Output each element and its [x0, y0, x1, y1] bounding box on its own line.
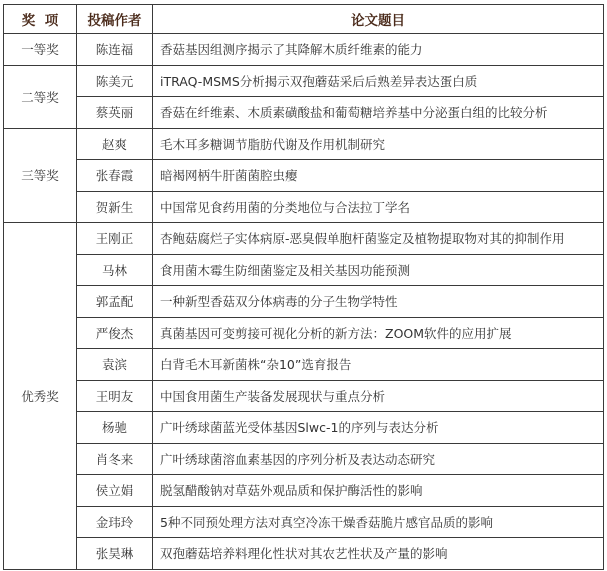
table-row — [4, 412, 604, 444]
award-cell: 优秀奖 — [4, 223, 77, 570]
table-row — [4, 128, 604, 160]
table-row — [4, 538, 604, 570]
author-cell: 马林 — [77, 254, 153, 286]
table-row — [4, 349, 604, 381]
table-row — [4, 506, 604, 538]
paper-title-cell: 白背毛木耳新菌株“杂10”选育报告 — [153, 349, 604, 381]
table-row — [4, 191, 604, 223]
header-author: 投稿作者 — [77, 5, 153, 34]
author-cell: 张昊琳 — [77, 538, 153, 570]
award-cell: 三等奖 — [4, 128, 77, 223]
paper-title-cell: 5种不同预处理方法对真空冷冻干燥香菇脆片感官品质的影响 — [153, 506, 604, 538]
paper-title-cell: 杏鲍菇腐烂子实体病原-恶臭假单胞杆菌鉴定及植物提取物对其的抑制作用 — [153, 223, 604, 255]
table-row — [4, 223, 604, 255]
paper-title-cell: 暗褐网柄牛肝菌菌腔虫瘿 — [153, 160, 604, 192]
table-row — [4, 443, 604, 475]
header-award: 奖 项 — [4, 5, 77, 34]
author-cell: 王刚正 — [77, 223, 153, 255]
paper-title-cell: 双孢蘑菇培养料理化性状对其农艺性状及产量的影响 — [153, 538, 604, 570]
paper-title-cell: 食用菌木霉生防细菌鉴定及相关基因功能预测 — [153, 254, 604, 286]
author-cell: 张春霞 — [77, 160, 153, 192]
table-row — [4, 254, 604, 286]
author-cell: 王明友 — [77, 380, 153, 412]
paper-title-cell: iTRAQ-MSMS分析揭示双孢蘑菇采后后熟差异表达蛋白质 — [153, 65, 604, 97]
author-cell: 赵爽 — [77, 128, 153, 160]
table-row — [4, 317, 604, 349]
table-row — [4, 286, 604, 318]
paper-title-cell: 真菌基因可变剪接可视化分析的新方法：ZOOM软件的应用扩展 — [153, 317, 604, 349]
table-row — [4, 475, 604, 507]
table-row — [4, 34, 604, 66]
paper-title-cell: 香菇在纤维素、木质素磺酸盐和葡萄糖培养基中分泌蛋白组的比较分析 — [153, 97, 604, 129]
paper-title-cell: 广叶绣球菌蓝光受体基因Slwc-1的序列与表达分析 — [153, 412, 604, 444]
table-row — [4, 380, 604, 412]
author-cell: 郭孟配 — [77, 286, 153, 318]
author-cell: 严俊杰 — [77, 317, 153, 349]
author-cell: 陈连福 — [77, 34, 153, 66]
paper-title-cell: 中国食用菌生产装备发展现状与重点分析 — [153, 380, 604, 412]
author-cell: 陈美元 — [77, 65, 153, 97]
paper-title-cell: 香菇基因组测序揭示了其降解木质纤维素的能力 — [153, 34, 604, 66]
table-row — [4, 65, 604, 97]
author-cell: 袁滨 — [77, 349, 153, 381]
paper-title-cell: 脱氢醋酸钠对草菇外观品质和保护酶活性的影响 — [153, 475, 604, 507]
award-cell: 一等奖 — [4, 34, 77, 66]
paper-title-cell: 一种新型香菇双分体病毒的分子生物学特性 — [153, 286, 604, 318]
author-cell: 蔡英丽 — [77, 97, 153, 129]
paper-title-cell: 毛木耳多糖调节脂肪代谢及作用机制研究 — [153, 128, 604, 160]
award-cell: 二等奖 — [4, 65, 77, 128]
paper-title-cell: 中国常见食药用菌的分类地位与合法拉丁学名 — [153, 191, 604, 223]
author-cell: 肖冬来 — [77, 443, 153, 475]
table-header-row — [4, 5, 604, 34]
table-row — [4, 160, 604, 192]
table-row — [4, 97, 604, 129]
author-cell: 杨驰 — [77, 412, 153, 444]
paper-title-cell: 广叶绣球菌溶血素基因的序列分析及表达动态研究 — [153, 443, 604, 475]
author-cell: 贺新生 — [77, 191, 153, 223]
author-cell: 侯立娟 — [77, 475, 153, 507]
author-cell: 金玮玲 — [77, 506, 153, 538]
awards-table — [3, 4, 604, 570]
header-title: 论文题目 — [153, 5, 604, 34]
